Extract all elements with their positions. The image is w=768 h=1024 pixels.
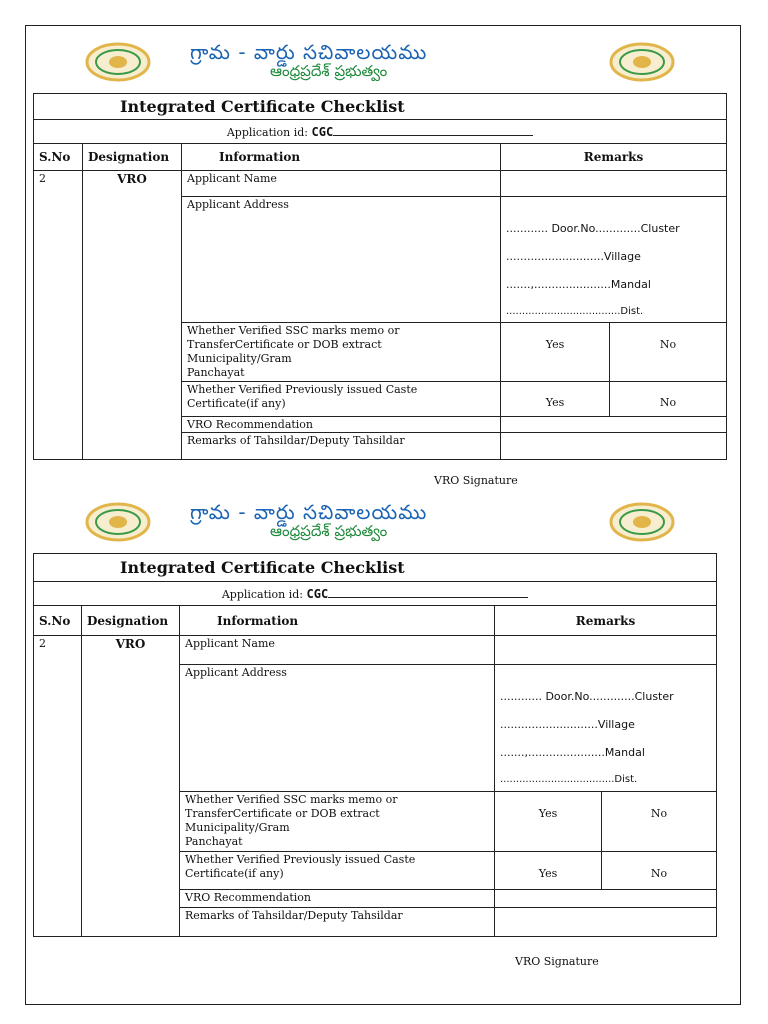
caste-no-option: No bbox=[602, 852, 717, 890]
application-id-label: Application id: bbox=[221, 587, 304, 601]
state-emblem-seal-icon bbox=[609, 42, 675, 82]
sno-cell: 2 bbox=[34, 171, 83, 460]
vro-recommendation-label: VRO Recommendation bbox=[182, 417, 501, 433]
ssc-line-1: Whether Verified SSC marks memo or bbox=[187, 324, 400, 337]
application-id-row bbox=[34, 120, 727, 144]
ssc-line-4: Panchayat bbox=[187, 366, 245, 379]
address-door-cluster: ............ Door.No.............Cluster bbox=[500, 690, 674, 703]
banner-title: గ్రామ - వార్డు సచివాలయము bbox=[190, 500, 428, 524]
ssc-verification-label bbox=[180, 792, 495, 852]
ssc-line-2: TransferCertificate or DOB extract bbox=[185, 807, 380, 820]
state-emblem-seal-icon bbox=[85, 42, 151, 82]
ssc-no-option: No bbox=[602, 792, 717, 852]
header-designation: Designation bbox=[82, 606, 180, 636]
address-mandal: .......,......................Mandal bbox=[506, 278, 651, 291]
applicant-address-label: Applicant Address bbox=[180, 665, 495, 792]
header-remarks: Remarks bbox=[495, 606, 717, 636]
checklist-title: Integrated Certificate Checklist bbox=[34, 94, 727, 120]
vro-recommendation-value bbox=[501, 417, 727, 433]
application-id-blank bbox=[328, 587, 528, 598]
address-dist: ....................................Dist. bbox=[506, 306, 644, 317]
ssc-verification-label bbox=[182, 323, 501, 382]
header-banner bbox=[80, 502, 680, 544]
state-emblem-seal-icon bbox=[609, 502, 675, 542]
ssc-yes-option: Yes bbox=[501, 323, 610, 382]
caste-line-2: Certificate(if any) bbox=[185, 867, 284, 880]
address-mandal: .......,......................Mandal bbox=[500, 746, 645, 759]
checklist-table bbox=[33, 553, 717, 937]
address-dist: ....................................Dist. bbox=[500, 774, 638, 785]
address-village: ............................Village bbox=[506, 250, 641, 263]
caste-yes-option: Yes bbox=[501, 382, 610, 417]
applicant-name-value bbox=[501, 171, 727, 197]
designation-cell: VRO bbox=[83, 171, 182, 460]
application-id-label: Application id: bbox=[226, 125, 309, 139]
address-village: ............................Village bbox=[500, 718, 635, 731]
caste-verification-label bbox=[182, 382, 501, 417]
ssc-line-3: Municipality/Gram bbox=[187, 352, 292, 365]
application-id-row bbox=[34, 582, 717, 606]
caste-verification-label bbox=[180, 852, 495, 890]
applicant-name-value bbox=[495, 636, 717, 665]
header-sno: S.No bbox=[34, 606, 82, 636]
state-emblem-seal-icon bbox=[85, 502, 151, 542]
applicant-address-value bbox=[501, 197, 727, 323]
ssc-line-3: Municipality/Gram bbox=[185, 821, 290, 834]
banner-title: గ్రామ - వార్డు సచివాలయము bbox=[190, 40, 428, 64]
vro-signature-label: VRO Signature bbox=[515, 955, 599, 968]
caste-line-2: Certificate(if any) bbox=[187, 397, 286, 410]
application-id-blank bbox=[333, 125, 533, 136]
header-designation: Designation bbox=[83, 144, 182, 171]
ssc-line-4: Panchayat bbox=[185, 835, 243, 848]
application-id-prefix: CGC bbox=[311, 124, 334, 139]
ssc-line-2: TransferCertificate or DOB extract bbox=[187, 338, 382, 351]
banner-subtitle: ఆంధ్రప్రదేశ్ ప్రభుత్వం bbox=[270, 522, 388, 540]
address-door-cluster: ............ Door.No.............Cluster bbox=[506, 222, 680, 235]
checklist-title: Integrated Certificate Checklist bbox=[34, 554, 717, 582]
applicant-name-label: Applicant Name bbox=[180, 636, 495, 665]
applicant-address-value bbox=[495, 665, 717, 792]
header-sno: S.No bbox=[34, 144, 83, 171]
tahsildar-remarks-label: Remarks of Tahsildar/Deputy Tahsildar bbox=[180, 908, 495, 937]
ssc-no-option: No bbox=[610, 323, 727, 382]
caste-line-1: Whether Verified Previously issued Caste bbox=[185, 853, 416, 866]
caste-line-1: Whether Verified Previously issued Caste bbox=[187, 383, 418, 396]
tahsildar-remarks-value bbox=[501, 433, 727, 460]
sno-cell: 2 bbox=[34, 636, 82, 937]
caste-no-option: No bbox=[610, 382, 727, 417]
designation-cell: VRO bbox=[82, 636, 180, 937]
header-information: Information bbox=[182, 144, 501, 171]
application-id-prefix: CGC bbox=[306, 586, 329, 601]
checklist-table bbox=[33, 93, 727, 460]
vro-recommendation-value bbox=[495, 890, 717, 908]
ssc-line-1: Whether Verified SSC marks memo or bbox=[185, 793, 398, 806]
ssc-yes-option: Yes bbox=[495, 792, 602, 852]
caste-yes-option: Yes bbox=[495, 852, 602, 890]
tahsildar-remarks-label: Remarks of Tahsildar/Deputy Tahsildar bbox=[182, 433, 501, 460]
vro-signature-label: VRO Signature bbox=[434, 474, 518, 487]
vro-recommendation-label: VRO Recommendation bbox=[180, 890, 495, 908]
applicant-name-label: Applicant Name bbox=[182, 171, 501, 197]
tahsildar-remarks-value bbox=[495, 908, 717, 937]
header-banner bbox=[80, 42, 680, 84]
header-remarks: Remarks bbox=[501, 144, 727, 171]
header-information: Information bbox=[180, 606, 495, 636]
applicant-address-label: Applicant Address bbox=[182, 197, 501, 323]
banner-subtitle: ఆంధ్రప్రదేశ్ ప్రభుత్వం bbox=[270, 62, 388, 80]
